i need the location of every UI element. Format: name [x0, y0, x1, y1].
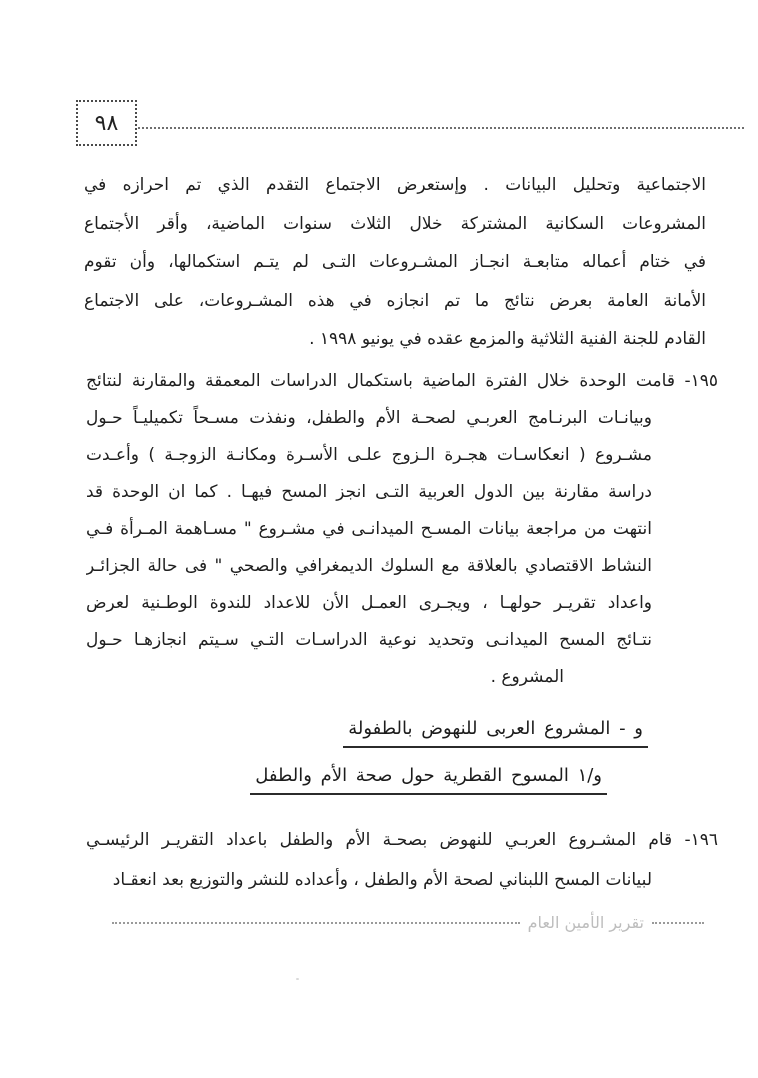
page-number: ٩٨: [94, 110, 119, 136]
page-footer: [112, 913, 704, 932]
text-line: الاجتماعية وتحليل البيانات . وإستعرض الاجتماع التقدم الذي تم احرازه في: [84, 175, 706, 195]
footer-rule-left: [112, 922, 520, 924]
text-line: المشروع .: [490, 667, 564, 687]
text-line: ١٩٦- قام المشـروع العربـي للنهوض بصحـة الأم والطفل باعداد التقريـر الرئيسـي: [86, 830, 718, 850]
footer-stamp: تقرير الأمين العام: [527, 913, 644, 932]
section-heading-label: و - المشروع العربى للنهوض بالطفولة: [348, 718, 643, 739]
top-rule: [138, 127, 744, 129]
text-line: ١٩٥- قامت الوحدة خلال الفترة الماضية باستكمال الدراسات المعمقة والمقارنة لنتائج: [86, 371, 718, 391]
text-line: انتهت من مراجعة بيانات المسـح الميدانـى في مشـروع " مسـاهمة المـرأة فـي: [86, 519, 652, 539]
paragraph-195: [86, 363, 718, 696]
text-line: المشروعات السكانية المشتركة خلال الثلاث سنوات الماضية، وأقر الأجتماع: [84, 213, 706, 234]
text-line: مشـروع ( انعكاسـات هجـرة الـزوج علـى الأسـرة ومكانـة الزوجـة ) وأعـدت: [86, 445, 652, 465]
section-heading: [343, 718, 648, 748]
text-line: في ختام أعماله متابعـة انجـاز المشـروعات التـى لم يتـم استكمالها، وأن تقوم: [84, 252, 706, 272]
paragraph-196: [86, 820, 718, 900]
text-line: دراسة مقارنة بين الدول العربية التـى انجز المسح فيهـا . كما ان الوحدة قد: [86, 482, 652, 502]
paragraph-intro: [84, 166, 706, 359]
subsection-heading-label: و/١ المسوح القطرية حول صحة الأم والطفل: [255, 765, 602, 786]
footer-rule-right: [652, 922, 704, 924]
text-line: القادم للجنة الفنية الثلاثية والمزمع عقده في يونيو ١٩٩٨ .: [309, 329, 706, 349]
text-line: نتـائج المسح الميدانـى وتحديد نوعية الدراسـات التـي سـيتم انجازهـا حـول: [86, 630, 652, 650]
text-line: وبيانـات البرنـامج العربـي لصحـة الأم والطفل، ونفذت مسـحاً تكميليـاً حـول: [86, 408, 652, 428]
page-number-box: [76, 100, 137, 146]
text-line: النشاط الاقتصادي بالعلاقة مع السلوك الديمغرافي والصحي " فى حالة الجزائـر: [86, 556, 652, 576]
text-line: واعداد تقريـر حولهـا ، ويجـرى العمـل الأن للاعداد للندوة الوطـنية لعرض: [86, 593, 652, 613]
text-line: لبيانات المسح اللبناني لصحة الأم والطفل ، وأعداده للنشر والتوزيع بعد انعقـاد: [112, 870, 652, 890]
text-line: الأمانة العامة بعرض نتائج ما تم انجازه في هذه المشـروعات، على الاجتماع: [84, 290, 706, 311]
scan-speck: [296, 978, 299, 980]
subsection-heading: [250, 765, 607, 795]
